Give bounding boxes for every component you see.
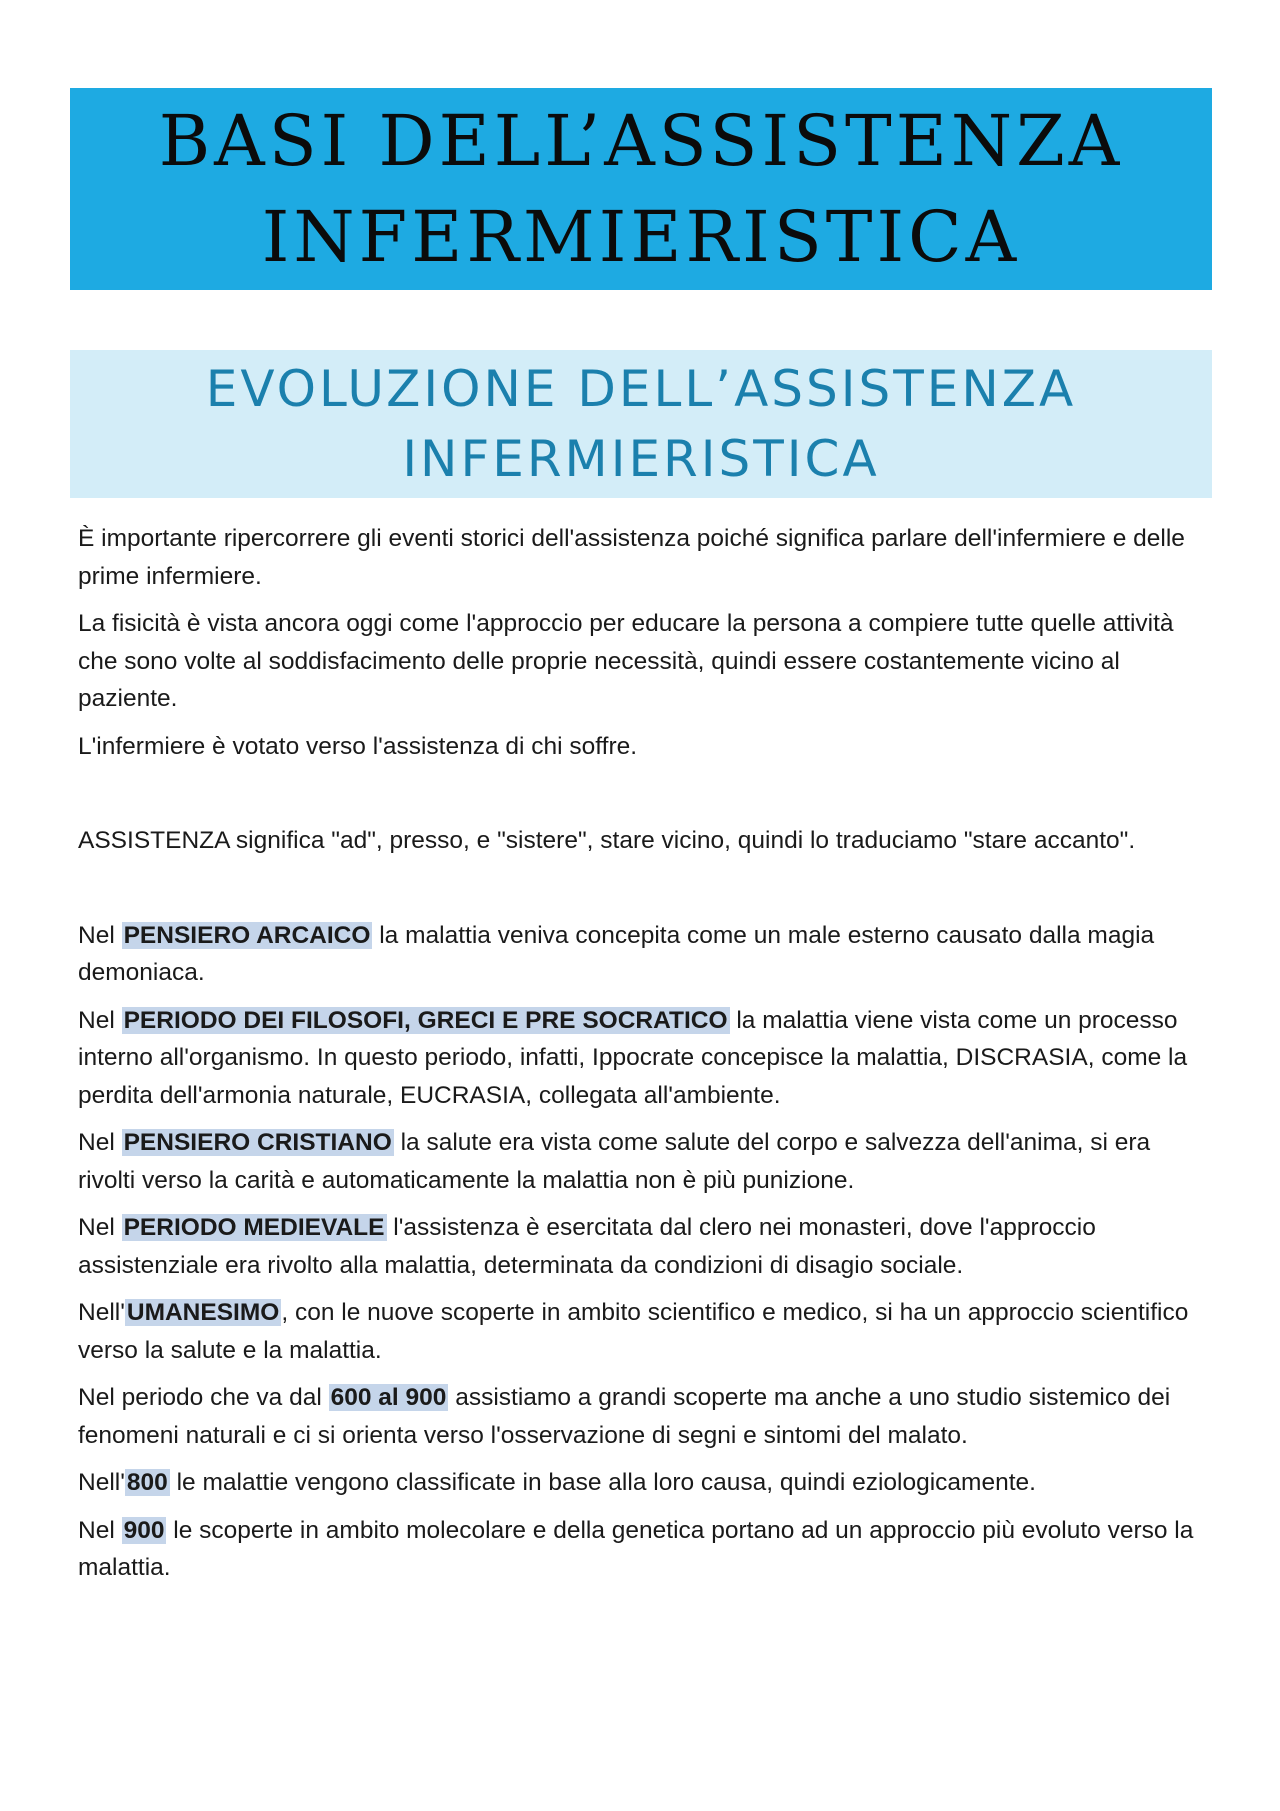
text-run: Nel [78,1129,122,1156]
document-body [70,498,1212,1587]
history-paragraph [78,1464,1204,1502]
history-paragraph [78,1379,1204,1454]
text-run: Nell' [78,1469,125,1496]
history-paragraph [78,1294,1204,1369]
highlighted-term: 800 [126,1469,168,1496]
text-run: Nel periodo che va dal [78,1384,329,1411]
text-run: assistiamo a grandi scoperte ma anche a uno studio sistemico dei fenomeni naturali e ci si orienta verso l'osservazione di segni e sintomi del malato. [78,1384,1171,1449]
highlighted-term: PENSIERO ARCAICO [123,921,371,949]
highlighted-term: PENSIERO CRISTIANO [123,1129,392,1156]
text-run: Nel [78,1516,122,1544]
paragraph: La fisicità è vista ancora oggi come l'approccio per educare la persona a compiere tutte quelle attività che sono volte al soddisfacimento delle proprie necessità, quindi essere costantemente vicino al paziente. [78,610,1174,712]
highlighted-term: PERIODO DEI FILOSOFI, GRECI E PRE SOCRATICO [123,1006,728,1034]
text-run: l'assistenza è esercitata dal clero nei monasteri, dove l'approccio assistenziale era rivolto alla malattia, determinata da condizioni di disagio sociale. [78,1214,1096,1279]
history-paragraph [78,1209,1204,1284]
paragraph: È importante ripercorrere gli eventi storici dell'assistenza poiché significa parlare dell'infermiere e delle prime infermiere. [78,525,1185,590]
text-run: le malattie vengono classificate in base alla loro causa, quindi eziologicamente. [169,1469,1036,1496]
highlighted-term: 900 [123,1516,165,1544]
subtitle-line-1: EVOLUZIONE DELL’ASSISTENZA [205,360,1077,418]
highlighted-term: UMANESIMO [126,1299,280,1326]
history-paragraph [78,1002,1204,1115]
text-run: la malattia viene vista come un processo interno all'organismo. In questo periodo, infatti, Ippocrate concepisce la malattia, DISCRASIA, come la perdita dell'armonia naturale, EUCRASIA, collegata all'ambiente. [78,1006,1188,1109]
history-paragraph [78,1512,1204,1587]
highlighted-term: PERIODO MEDIEVALE [123,1214,385,1241]
highlighted-term: 600 al 900 [330,1384,447,1411]
blank-line [78,870,1204,917]
text-run: Nel [78,1214,122,1241]
history-paragraph [78,1124,1204,1199]
text-run: Nel [78,921,122,949]
text-run: le scoperte in ambito molecolare e della genetica portano ad un approccio più evoluto verso la malattia. [78,1516,1194,1581]
text-run: Nel [78,1006,122,1034]
paragraph-definition: ASSISTENZA significa "ad", presso, e "sistere", stare vicino, quindi lo traduciamo "stare accanto". [78,827,1136,854]
paragraph: L'infermiere è votato verso l'assistenza di chi soffre. [78,732,638,760]
title-banner [70,88,1212,290]
subtitle-banner [70,350,1212,498]
subtitle-line-2: INFERMIERISTICA [402,430,880,488]
text-run: la salute era vista come salute del corpo e salvezza dell'anima, si era rivolti verso la carità e automaticamente la malattia non è più punizione. [78,1129,1151,1194]
text-run: la malattia veniva concepita come un male esterno causato dalla magia demoniaca. [78,921,1155,986]
text-run: , con le nuove scoperte in ambito scientifico e medico, si ha un approccio scientifico verso la salute e la malattia. [78,1299,1189,1364]
title-line-2: INFERMIERISTICA [261,196,1021,278]
blank-line [78,775,1204,822]
title-line-1: BASI DELL’ASSISTENZA [158,100,1124,182]
text-run: Nell' [78,1299,125,1326]
history-paragraph [78,917,1204,992]
document-page [70,88,1212,1597]
